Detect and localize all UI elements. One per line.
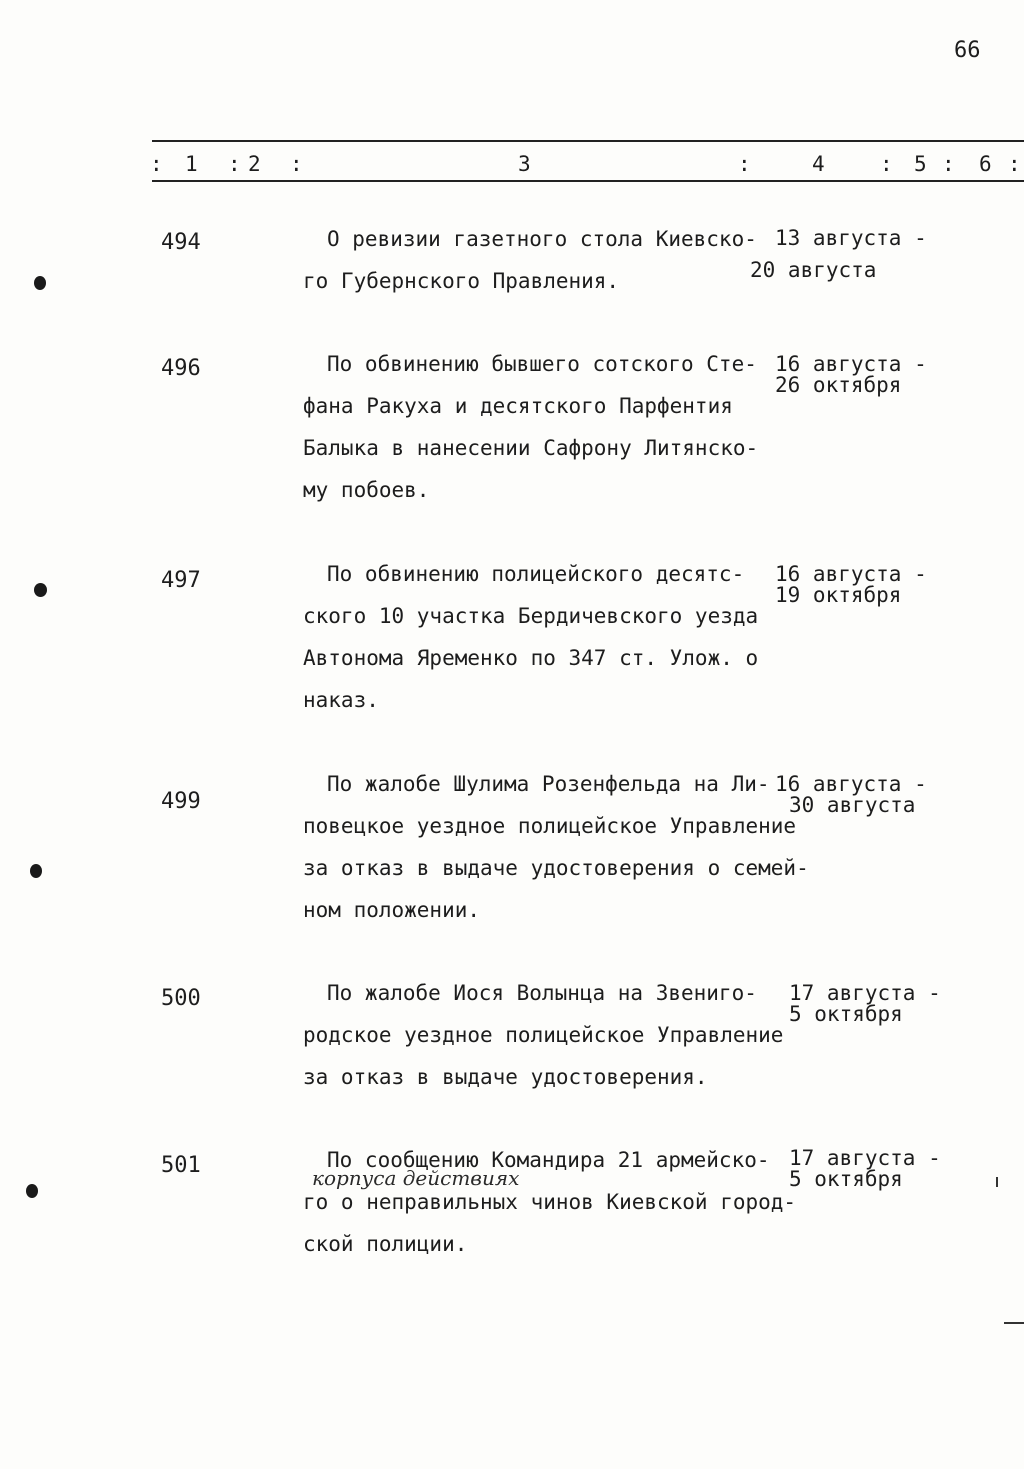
header-separator: : xyxy=(290,152,303,176)
record-description xyxy=(303,1139,823,1265)
edge-mark xyxy=(1004,1322,1024,1324)
description-line: за отказ в выдаче удостоверения о семей- xyxy=(303,856,809,880)
table-header-bottom-rule xyxy=(152,180,1024,182)
table-header xyxy=(0,152,1024,178)
description-line: О ревизии газетного стола Киевско- xyxy=(327,227,757,251)
binding-hole-mark xyxy=(30,864,42,878)
binding-hole-mark xyxy=(26,1184,38,1198)
header-separator: : xyxy=(228,152,241,176)
date-end: 30 августа xyxy=(789,793,916,817)
header-separator: : xyxy=(1008,152,1021,176)
record-number: 501 xyxy=(161,1153,201,1178)
binding-hole-mark xyxy=(34,583,47,597)
record-description xyxy=(303,763,823,931)
description-line: го Губернского Правления. xyxy=(303,269,620,293)
record-number: 499 xyxy=(161,789,201,814)
description-line: родское уездное полицейское Управление xyxy=(303,1023,784,1047)
description-line: ном положении. xyxy=(303,898,481,922)
description-line: повецкое уездное полицейское Управление xyxy=(303,814,797,838)
header-column-1: 1 xyxy=(185,152,198,176)
date-end: 5 октября xyxy=(789,1167,903,1191)
date-end: 5 октября xyxy=(789,1002,903,1026)
description-line: за отказ в выдаче удостоверения. xyxy=(303,1065,708,1089)
binding-hole-mark xyxy=(34,276,46,290)
description-line: ской полиции. xyxy=(303,1232,468,1256)
description-line: ского 10 участка Бердичевского уезда xyxy=(303,604,759,628)
record-number: 497 xyxy=(161,568,201,593)
date-start: 17 августа - xyxy=(789,981,941,1005)
header-column-4: 4 xyxy=(812,152,825,176)
description-line: фана Ракуха и десятского Парфентия xyxy=(303,394,733,418)
date-start: 17 августа - xyxy=(789,1146,941,1170)
description-line: По жалобе Шулима Розенфельда на Ли- xyxy=(327,772,770,796)
record-number: 500 xyxy=(161,986,201,1011)
record-description xyxy=(303,553,823,721)
record-description xyxy=(303,218,823,302)
edge-mark xyxy=(996,1177,998,1187)
description-line: По жалобе Иося Волынца на Звениго- xyxy=(327,981,757,1005)
date-end: 20 августа xyxy=(750,258,877,282)
description-line: му побоев. xyxy=(303,478,430,502)
record-number: 494 xyxy=(161,230,201,255)
description-line: По сообщению Командира 21 армейско- xyxy=(327,1148,770,1172)
description-line: Балыка в нанесении Сафрону Литянско- xyxy=(303,436,759,460)
header-separator: : xyxy=(738,152,751,176)
description-line: наказ. xyxy=(303,688,379,712)
table-top-rule xyxy=(152,140,1024,142)
header-column-2: 2 xyxy=(248,152,261,176)
date-start: 16 августа - xyxy=(775,562,927,586)
date-start: 16 августа - xyxy=(775,352,927,376)
header-separator: : xyxy=(880,152,893,176)
description-line: По обвинению бывшего сотского Сте- xyxy=(327,352,757,376)
date-end: 26 октября xyxy=(775,373,902,397)
record-description xyxy=(303,972,823,1098)
date-start: 16 августа - xyxy=(775,772,927,796)
header-separator: : xyxy=(942,152,955,176)
handwritten-insert: корпуса действиях xyxy=(312,1166,520,1190)
header-column-3: 3 xyxy=(518,152,531,176)
description-line: Автонома Яременко по 347 ст. Улож. о xyxy=(303,646,759,670)
date-start: 13 августа - xyxy=(775,226,927,250)
description-line: го о неправильных чинов Киевской город- xyxy=(303,1190,797,1214)
header-separator: : xyxy=(150,152,163,176)
record-number: 496 xyxy=(161,356,201,381)
header-column-6: 6 xyxy=(979,152,992,176)
header-column-5: 5 xyxy=(914,152,927,176)
date-end: 19 октября xyxy=(775,583,902,607)
description-line: По обвинению полицейского десятс- xyxy=(327,562,745,586)
record-description xyxy=(303,343,823,511)
page-number: 66 xyxy=(954,38,981,63)
